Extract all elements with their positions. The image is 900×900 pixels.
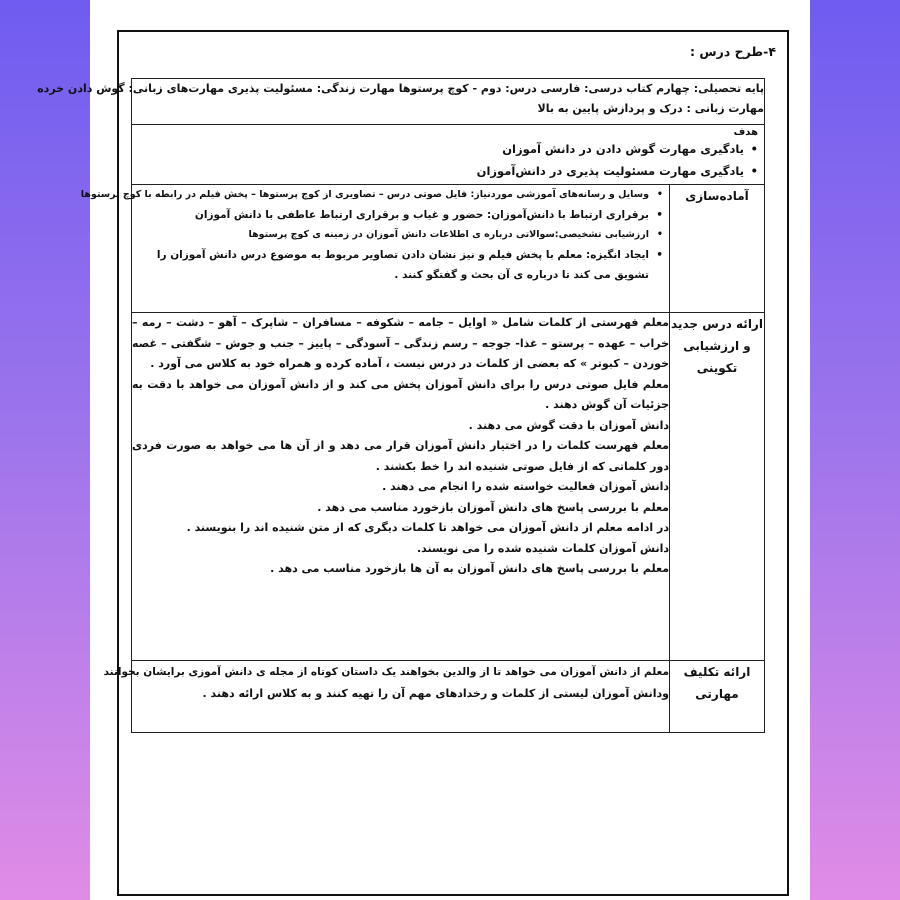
lesson-paragraph: دانش آموزان فعالیت خواسته شده را انجام می دهند . — [382, 480, 669, 493]
new-lesson-label-line: تکوینی — [696, 361, 738, 375]
new-lesson-label — [670, 313, 765, 661]
lesson-paragraph: دانش آموزان کلمات شنیده شده را می نویسند. — [416, 541, 669, 555]
preparation-row — [132, 185, 765, 313]
preparation-list — [80, 185, 669, 285]
new-lesson-label-line: ارائه درس جدید — [671, 317, 763, 331]
preparation-item: • وسایل و رسانه‌های آموزشی موردنیاز: فایل صوتی درس – تصاویری از کوچ پرستوها – پخش فیلم در رابطه با کوچ پرستوها — [132, 185, 649, 205]
new-lesson-content — [132, 313, 670, 661]
new-lesson-label-line: و ارزشیابی — [683, 339, 751, 353]
section-heading: ۴-طرح درس : — [690, 44, 776, 59]
lesson-paragraph: معلم فهرستی از کلمات شامل « اوایل – جامه – شکوفه – مسافران – شاپرک – آهو – دشت – رمه – خراب – عهده – پرستو – غذا- جوجه – رسم زندگی – آسودگی – پاییز – جنب و جوش – شگفتی – غصه خوردن – کبوتر » که بعضی از کلمات در درس نیست ، آماده کرده و همراه خود به کلاس می آورد . — [132, 316, 669, 370]
info-line-1: پایه تحصیلی: چهارم کتاب درسی: فارسی درس: دوم - کوچ پرستوها مهارت زندگی: مسئولیت پذیری مهارت‌های زبانی: گوش دادن خرده — [37, 82, 764, 95]
goals-title: هدف — [733, 127, 758, 138]
lesson-paragraph: معلم فایل صوتی درس را برای دانش آموزان پخش می کند و از دانش آموزان می خواهد با دقت به جزئیات آن گوش دهند . — [132, 377, 669, 411]
homework-label-line: مهارتی — [695, 687, 739, 701]
preparation-content — [80, 185, 670, 313]
goals-list — [132, 138, 764, 182]
info-cell — [37, 79, 765, 125]
preparation-item: • برقراری ارتباط با دانش‌آموزان: حضور و غیاب و برقراری ارتباط عاطفی با دانش آموزان — [132, 205, 649, 225]
lesson-paragraph: معلم فهرست کلمات را در اختیار دانش آموزان قرار می دهد و از آن ها می خواهد به صورت فردی دور کلماتی که از فایل صوتی شنیده اند را خط بکشند . — [132, 439, 669, 473]
homework-content — [103, 661, 670, 733]
lesson-plan-table — [37, 78, 765, 733]
homework-line: معلم از دانش آموزان می خواهد تا از والدین بخواهند یک داستان کوتاه از مجله ی دانش آموزی برایشان بخوانند — [103, 666, 669, 678]
homework-label — [670, 661, 765, 733]
homework-row — [132, 661, 765, 733]
goals-row — [132, 125, 765, 185]
homework-label-line: ارائه تکلیف — [683, 665, 751, 679]
info-row — [132, 79, 765, 125]
goals-cell — [132, 125, 765, 185]
preparation-label: آماده‌سازی — [670, 185, 765, 313]
info-line-2: مهارت زبانی : درک و پردازش پایین به بالا — [537, 102, 764, 115]
homework-line: ودانش آموزان لیستی از کلمات و رخدادهای مهم آن را تهیه کنند و به کلاس ارائه دهند . — [202, 687, 669, 700]
new-lesson-row — [132, 313, 765, 661]
preparation-item: • ارزشیابی تشخیصی:سوالاتی درباره ی اطلاعات دانش آموزان در زمینه ی کوچ پرستوها — [132, 225, 649, 245]
goal-item: • یادگیری مهارت مسئولیت پذیری در دانش‌آموزان — [132, 160, 744, 182]
lesson-paragraph: دانش آموزان با دقت گوش می دهند . — [468, 418, 669, 432]
goal-item: • یادگیری مهارت گوش دادن در دانش آموزان — [132, 138, 744, 160]
preparation-item: • ایجاد انگیزه: معلم با پخش فیلم و نیز نشان دادن تصاویر مربوط به موضوع درس دانش آموزان را تشویق می کند تا درباره ی آن بحث و گفتگو کنند . — [132, 245, 649, 285]
lesson-paragraph: معلم با بررسی پاسخ های دانش آموزان به آن ها بازخورد مناسب می دهد . — [270, 562, 669, 575]
lesson-paragraph: معلم با بررسی پاسخ های دانش آموزان بازخورد مناسب می دهد . — [317, 500, 669, 514]
lesson-paragraph: در ادامه معلم از دانش آموزان می خواهد تا کلمات دیگری که از متن شنیده اند را بنویسند . — [186, 521, 669, 534]
